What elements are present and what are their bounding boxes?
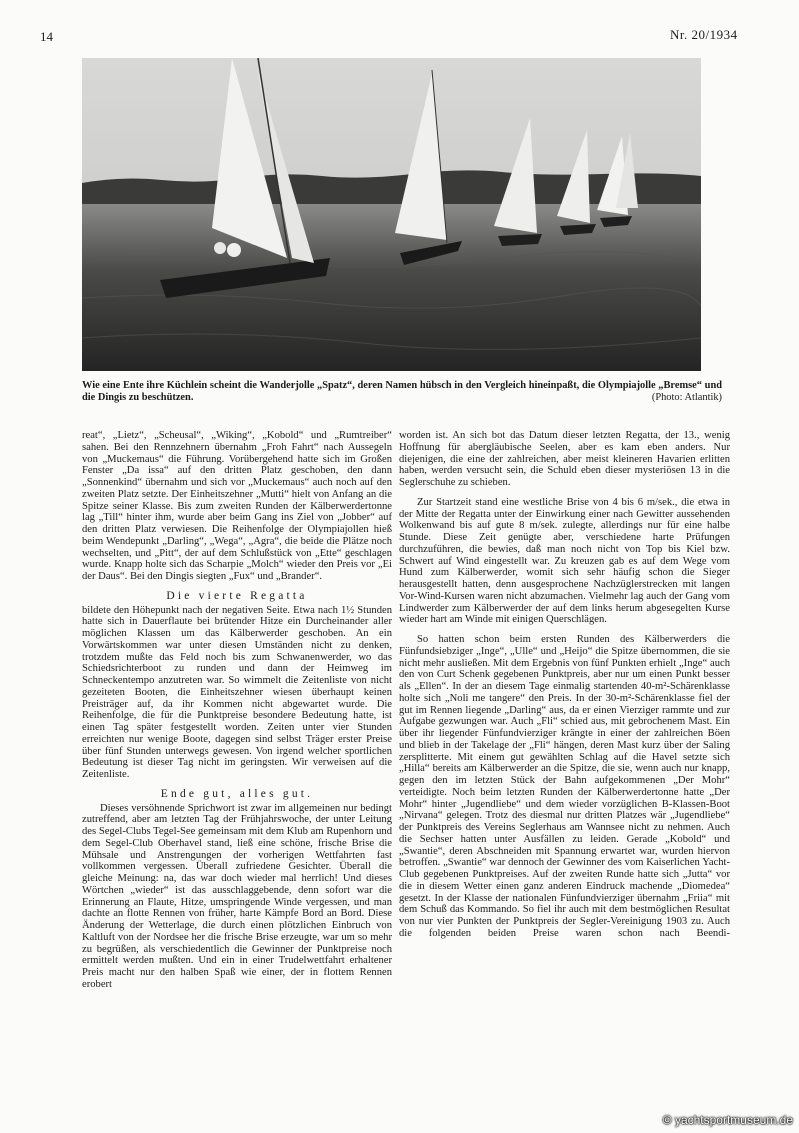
regatta-photo bbox=[82, 58, 701, 371]
text-column-left bbox=[82, 430, 392, 991]
paragraph: worden ist. An sich bot das Datum dieser letzten Regatta, der 13., wenig Hoffnung für abergläubische Seelen, aber es kam eben anders. Nur diejenigen, die eine der zahlreichen, aber meist kleineren Havarien erlitten haben, werden versucht sein, die Schuld eben dieser mysteriösen 13 in die Seglerschuhe zu schieben. bbox=[399, 430, 730, 488]
paragraph: Zur Startzeit stand eine westliche Brise von 4 bis 6 m/sek., die etwa in der Mitte der Regatta unter der Einwirkung einer nach Gewitter aussehenden Wolkenwand bis auf gute 8 m/sek. zulegte, allerdings nur für eine halbe Stunde. Diese Zeit genügte aber, verschiedene harte Prüfungen durchzuführen, die bewies, daß man noch nicht von Top bis Kiel bzw. Schwert auf Wind eingestellt war. Zu kreuzen gab es auf dem Wege vom Hund zum Kälberwerder, womit sich sehr häufig schon die Sieger herausgestellt hatten, denn ausgesprochene Nachzüglerstrecken mit langen Vor-Wind-Kursen waren nicht abzumachen. Vielmehr lag auch der Gang vom Lindwerder zum Kälberwerder der auf dem links herum abgesegelten Kurse wieder hart am Winde mit einigen Querschlägen. bbox=[399, 496, 730, 626]
text-column-right bbox=[399, 430, 730, 940]
issue-number: Nr. 20/1934 bbox=[670, 27, 738, 42]
photo-caption bbox=[82, 380, 722, 404]
section-heading: Die vierte Regatta bbox=[166, 589, 308, 602]
photo-credit: (Photo: Atlantik) bbox=[651, 392, 722, 403]
paragraph: bildete den Höhepunkt nach der negativen Seite. Etwa nach 1½ Stunden hatte sich in Dauerflaute bei brütender Hitze ein Durcheinander aller möglichen Klassen um das Kälberwerder geschoben. An ein Vorwärtskommen war unter diesen Umständen nicht zu denken, trotzdem mußte das Feld noch bis zum Schwanenwerder, wo das Schiedsrichterboot zu runden und dann der Heimweg im Schneckentempo anzutreten war. So wimmelt die Zeitenliste von nicht gezeiteten Booten, die Einheitszehner wiesen überhaupt keinen Preisträger auf, da ihr Kommen nicht abgewartet wurde. Die Reihenfolge, die für die Punktpreise besondere Bedeutung hatte, ist einen Tag später festgestellt worden. Zeiten unter vier Stunden erreichten nur wenige Boote, dagegen sind selbst Träger erster Preise über fünf Stunden unterwegs gewesen. Von irgend welcher sportlichen Bedeutung ist dieser Tag nicht im geringsten. Wir verweisen auf die Zeitenliste. bbox=[82, 604, 392, 780]
paragraph: Dieses versöhnende Sprichwort ist zwar im allgemeinen nur bedingt zutreffend, aber am letzten Tag der Frühjahrswoche, der unter Leitung des Segel-Clubs Tegel-See gemeinsam mit dem Klub am Rupenhorn und dem Segel-Club Oberhavel stand, ließ eine schöne, frische Brise die Mühsale und Anstrengungen der vorherigen Wettfahrten fast vollkommen vergessen. Überall zufriedene Gesichter. Überall die gleiche Meinung: na, das war doch wieder mal herrlich! Und dieses Wörtchen „wieder“ ist das ausschlaggebende, denn sofort war die Erinnerung an Flaute, Hitze, umspringende Winde vergessen, und man dachte an flotte Rennen von früher, harte Kämpfe Bord an Bord. Diese Änderung der Wetterlage, die durch einen plötzlichen Einbruch von Kaltluft von der Nordsee her die frische Brise erzeugte, war um so mehr zu begrüßen, als verschiedentlich die Gewinner der Punktpreise noch ermittelt werden mußten. Und ein in einer Trudelwettfahrt erhaltener Preis macht nur den halben Spaß wie einer, der in flottem Rennen erobert bbox=[82, 802, 392, 990]
page-number: 14 bbox=[40, 29, 53, 44]
paragraph: reat“, „Lietz“, „Scheusal“, „Wiking“, „Kobold“ und „Rumtreiber“ sahen. Bei den Rennzehnern übernahm „Froh Fahrt“ nach Aussegeln von „Muckemaus“ die Führung. Vorübergehend hatte sich im Großen Fenster „Da issa“ auf den dritten Platz geschoben, den dann „Sonnenkind“ übernahm und sich vor „Muckemaus“ auch noch auf den zweiten Platz setzte. Der Einheitszehner „Mutti“ hielt von Anfang an die Spitze seiner Klasse. Bis zum zweiten Runden der Kälberwerdertonne lag „Till“ hinter ihm, wurde aber beim Gang ins Ziel von „Jobber“ auf den dritten Platz verwiesen. Die Reihenfolge der Olympiajollen hieß beim Wendepunkt „Darling“, „Wega“, „Agra“, die beide die Plätze noch wechselten, und „Pitt“, der auf dem Schlußstück von „Ette“ geschlagen wurde. Knapp holte sich das Scharpie „Molch“ wieder den Preis vor „Ei der Daus“. Bei den Dingis siegten „Fux“ und „Brander“. bbox=[82, 430, 392, 582]
caption-text: Wie eine Ente ihre Küchlein scheint die Wanderjolle „Spatz“, deren Namen hübsch in den Vergleich hineinpaßt, die Olympiajolle „Bremse“ und die Dingis zu beschützen. bbox=[82, 380, 722, 403]
paragraph: So hatten schon beim ersten Runden des Kälberwerders die Fünfundsiebziger „Inge“, „Ulle“ und „Heijo“ die Spitze übernommen, die sie nicht mehr ausließen. Mit dem Ergebnis von fünf Punkten erhielt „Inge“ auch den von Curt Schenk gegebenen Punktpreis, aber nur um einen Punkt besser als „Ellen“. In der an diesem Tage einmalig startenden 40-m²-Schärenklasse holte sich „Noli me tangere“ den Preis. In der 30-m²-Schärenklasse fiel der gut im Rennen liegende „Darling“ aus, da er einen Vierziger rammte und zur Aufgabe gezwungen war. Auch „Fli“ schied aus, mit gebrochenem Mast. Ein über ihr liegender Fünfundvierziger krängte in einer der zahlreichen Böen und blieb in der Takelage der „Fli“ hängen, deren Mast kurz über der Saling zersplitterte. Mit einem gut gewählten Schlag auf die Havel setzte sich „Hilla“ bereits am Kälberwerder an die Spitze, die sie, wenn auch nur knapp, gegen den im letzten Stück der Bahn aufgekommenen „Der Mohr“ verteidigte. Noch beim letzten Runden der Kälberwerdertonne hatte „Der Mohr“ hinter „Jugendliebe“ und dem wieder vorzüglichen B-Klassen-Boot „Nirvana“ gelegen. Trotz des diesmal nur dritten Platzes wär „Jugendliebe“ der Punktpreis des Vereins Seglerhaus am Wannsee nicht zu nehmen. Auch die Sechser hatten unter Ausfällen zu leiden. Gerade „Kobold“ und „Swantie“, deren Abschneiden mit Spannung erwartet war, wurden hiervon betroffen. „Swantie“ war dennoch der Gewinner des vom Kaiserlichen Yacht-Club gegebenen Punktpreises. Auf der zweiten Runde hatte sich „Jutta“ vor die in diesem Wetter einen ganz anderen Eindruck machende „Diomedea“ gesetzt. In der Klasse der nationalen Fünfundvierziger übernahm „Friia“ mit dem Schuß das Kommando. So fiel ihr auch mit dem bestmöglichen Resultat von nur vier Punkten der Punktpreis der Segler-Vereinigung 1903 zu. Auch die folgenden beiden Preise waren schon nach Beendi- bbox=[399, 634, 730, 939]
watermark: © yachtsportmuseum.de bbox=[662, 1113, 793, 1127]
section-heading: Ende gut, alles gut. bbox=[160, 787, 314, 800]
